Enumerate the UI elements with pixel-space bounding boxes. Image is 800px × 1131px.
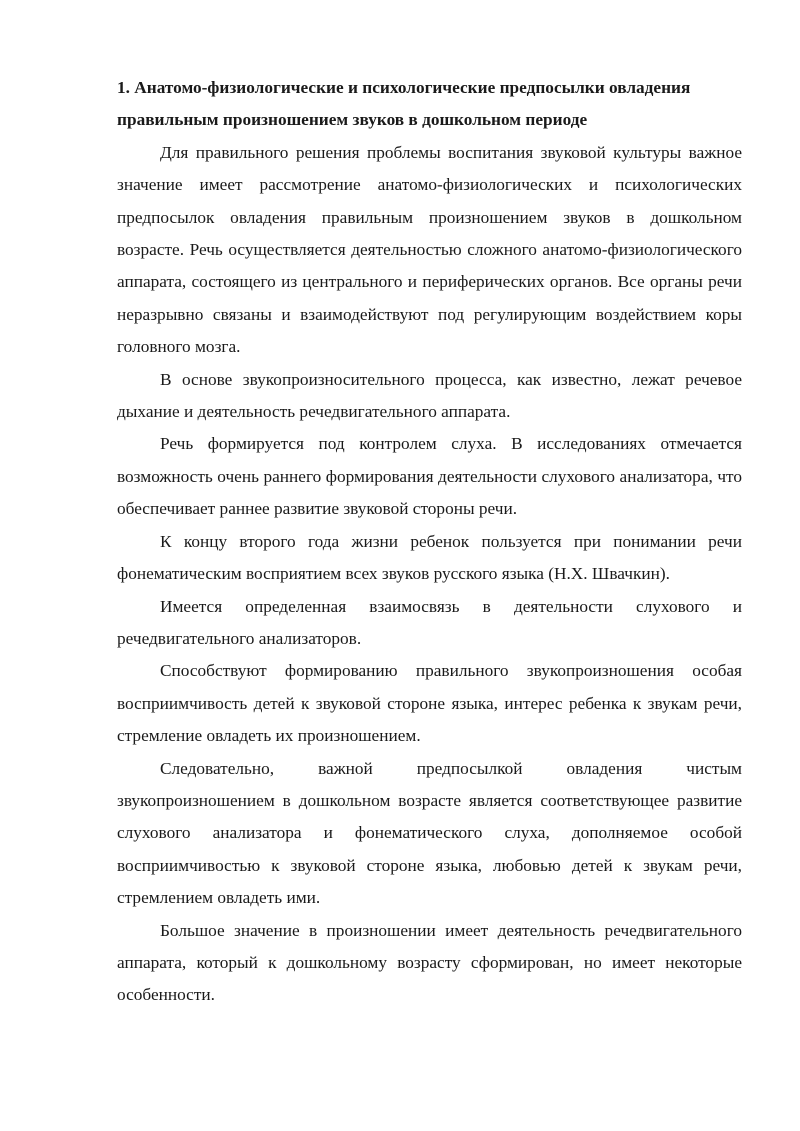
paragraph-2: В основе звукопроизносительного процесса, как известно, лежат речевое дыхание и деятельность речедвигательного аппарата. [117,369,742,422]
section-heading: 1. Анатомо-физиологические и психологические предпосылки овладения правильным произношением звуков в дошкольном периоде [117,78,691,130]
paragraph-5: Имеется определенная взаимосвязь в деятельности слухового и речедвигательного анализаторов. [117,596,742,648]
paragraph-4: К концу второго года жизни ребенок пользуется при понимании речи фонематическим восприятием всех звуков русского языка (Н.Х. Швачкин). [117,531,742,584]
paragraph-7: Следовательно, важной предпосылкой овладения чистым звукопроизношением в дошкольном возрасте является соответствующее развитие слухового анализатора и фонематического слуха, дополняемое особой восприимчивостью к звуковой стороне языка, любовью детей к звукам речи, стремлением овладеть ими. [117,758,742,908]
paragraph-8: Большое значение в произношении имеет деятельность речедвигательного аппарата, который к дошкольному возрасту сформирован, но имеет некоторые особенности. [117,920,742,1005]
paragraph-3: Речь формируется под контролем слуха. В исследованиях отмечается возможность очень раннего формирования деятельности слухового анализатора, что обеспечивает раннее развитие звуковой стороны речи. [117,434,742,519]
document-body [117,72,742,1012]
paragraph-1: Для правильного решения проблемы воспитания звуковой культуры важное значение имеет рассмотрение анатомо-физиологических и психологических предпосылок овладения правильным произношением звуков в дошкольном возрасте. Речь осуществляется деятельностью сложного анатомо-физиологического аппарата, состоящего из центрального и периферических органов. Все органы речи неразрывно связаны и взаимодействуют под регулирующим воздействием коры головного мозга. [117,142,742,357]
paragraph-6: Способствуют формированию правильного звукопроизношения особая восприимчивость детей к звуковой стороне языка, интерес ребенка к звукам речи, стремление овладеть их произношением. [117,661,742,746]
